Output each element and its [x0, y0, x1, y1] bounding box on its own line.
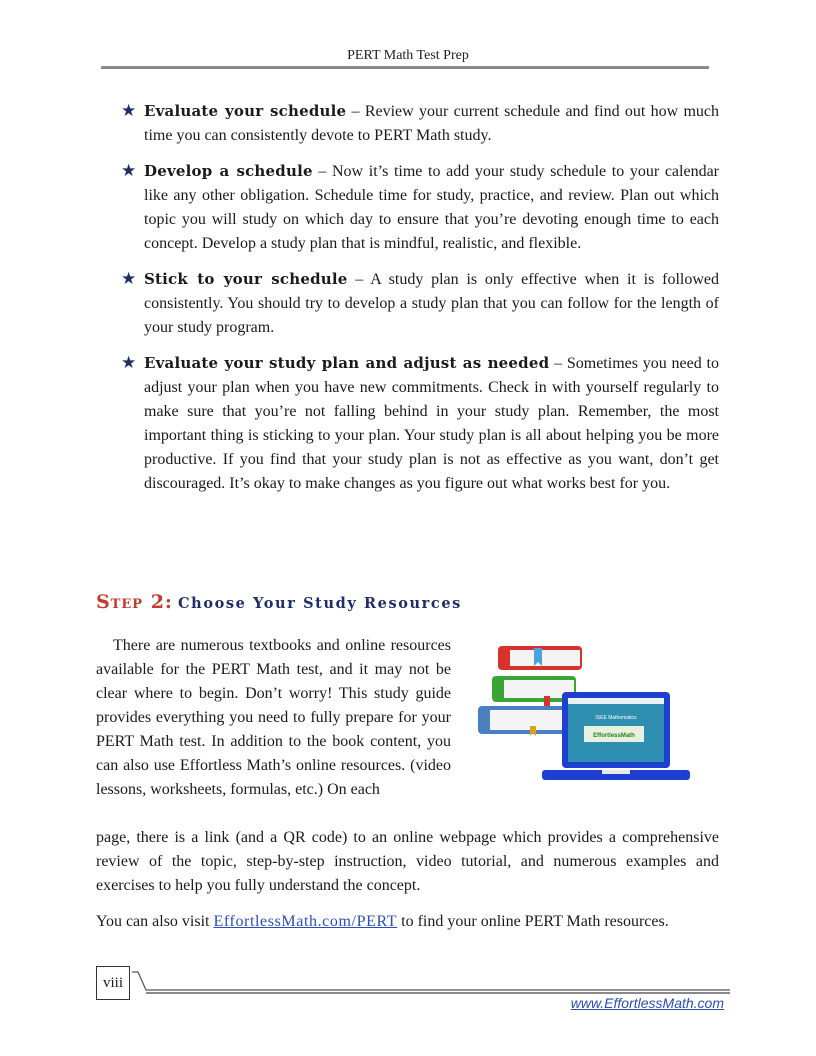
step-title: Choose Your Study Resources [178, 595, 462, 612]
footer-rule [130, 968, 730, 998]
intro-paragraph: There are numerous textbooks and online resources available for the PERT Math test, and it may not be clear where to begin. Don’t worry! This study guide provides everything you need to fully prepare for your PERT Math test. In addition to the book content, you can also use Effortless Math’s online resources. (video lessons, worksheets, formulas, etc.) On each [96, 637, 451, 798]
bullet-text: – Sometimes you need to adjust your plan when you have new commitments. Check in with yourself regularly to make sure that you’re not falling behind in your study plan. Remember, the most important thing is sticking to your plan. Your study plan is all about helping you be more productive. If you find that your study plan is not as effective as you want, don’t get discouraged. It’s okay to make changes as you figure out what works best for you. [144, 355, 719, 492]
visit-text-before: You can also visit [96, 913, 214, 930]
visit-text-after: to find your online PERT Math resources. [397, 913, 669, 930]
section-heading [96, 591, 462, 613]
laptop-icon [542, 692, 690, 780]
header-rule [101, 66, 709, 69]
bullet-text: – Now it’s time to add your study schedule to your calendar like any other obligation. Schedule time for study, practice, and review. Plan out which topic you will study on which day to ensure that you’re devoting enough time to each concept. Develop a study plan that is mindful, realistic, and flexible. [144, 163, 719, 252]
screen-heading: ISEE Mathematics [595, 715, 637, 721]
star-icon: ★ [121, 269, 137, 288]
bullet-item [96, 99, 719, 148]
page-number: viii [96, 966, 130, 1000]
running-header: PERT Math Test Prep [347, 48, 469, 63]
step-label: Step 2: [96, 591, 173, 613]
screen-logo: EffortlessMath [593, 733, 635, 739]
star-icon: ★ [121, 353, 137, 372]
star-icon: ★ [121, 161, 137, 180]
star-icon: ★ [121, 101, 137, 120]
bullet-text: – A study plan is only effective when it is followed consistently. You should try to develop a study plan that you can follow for the length of your study program. [144, 271, 719, 336]
visit-paragraph [96, 910, 719, 934]
bullet-lead: Evaluate your study plan and adjust as needed [144, 354, 550, 372]
bullet-lead: Develop a schedule [144, 162, 313, 180]
footer-website-link[interactable]: www.EffortlessMath.com [570, 995, 724, 1011]
bullet-lead: Stick to your schedule [144, 270, 348, 288]
books-laptop-illustration [470, 636, 696, 786]
body-paragraph: page, there is a link (and a QR code) to an online webpage which provides a comprehensive review of the topic, step-by-step instruction, video tutorial, and numerous examples and exercises to help you fully understand the concept. [96, 829, 719, 894]
resources-link[interactable]: EffortlessMath.com/PERT [213, 913, 398, 930]
bullet-list [96, 99, 719, 507]
bullet-item [96, 351, 719, 496]
bullet-lead: Evaluate your schedule [144, 102, 347, 120]
bullet-item [96, 267, 719, 340]
bullet-item [96, 159, 719, 256]
bullet-text: – Review your current schedule and find out how much time you can consistently devote to PERT Math study. [144, 103, 719, 144]
